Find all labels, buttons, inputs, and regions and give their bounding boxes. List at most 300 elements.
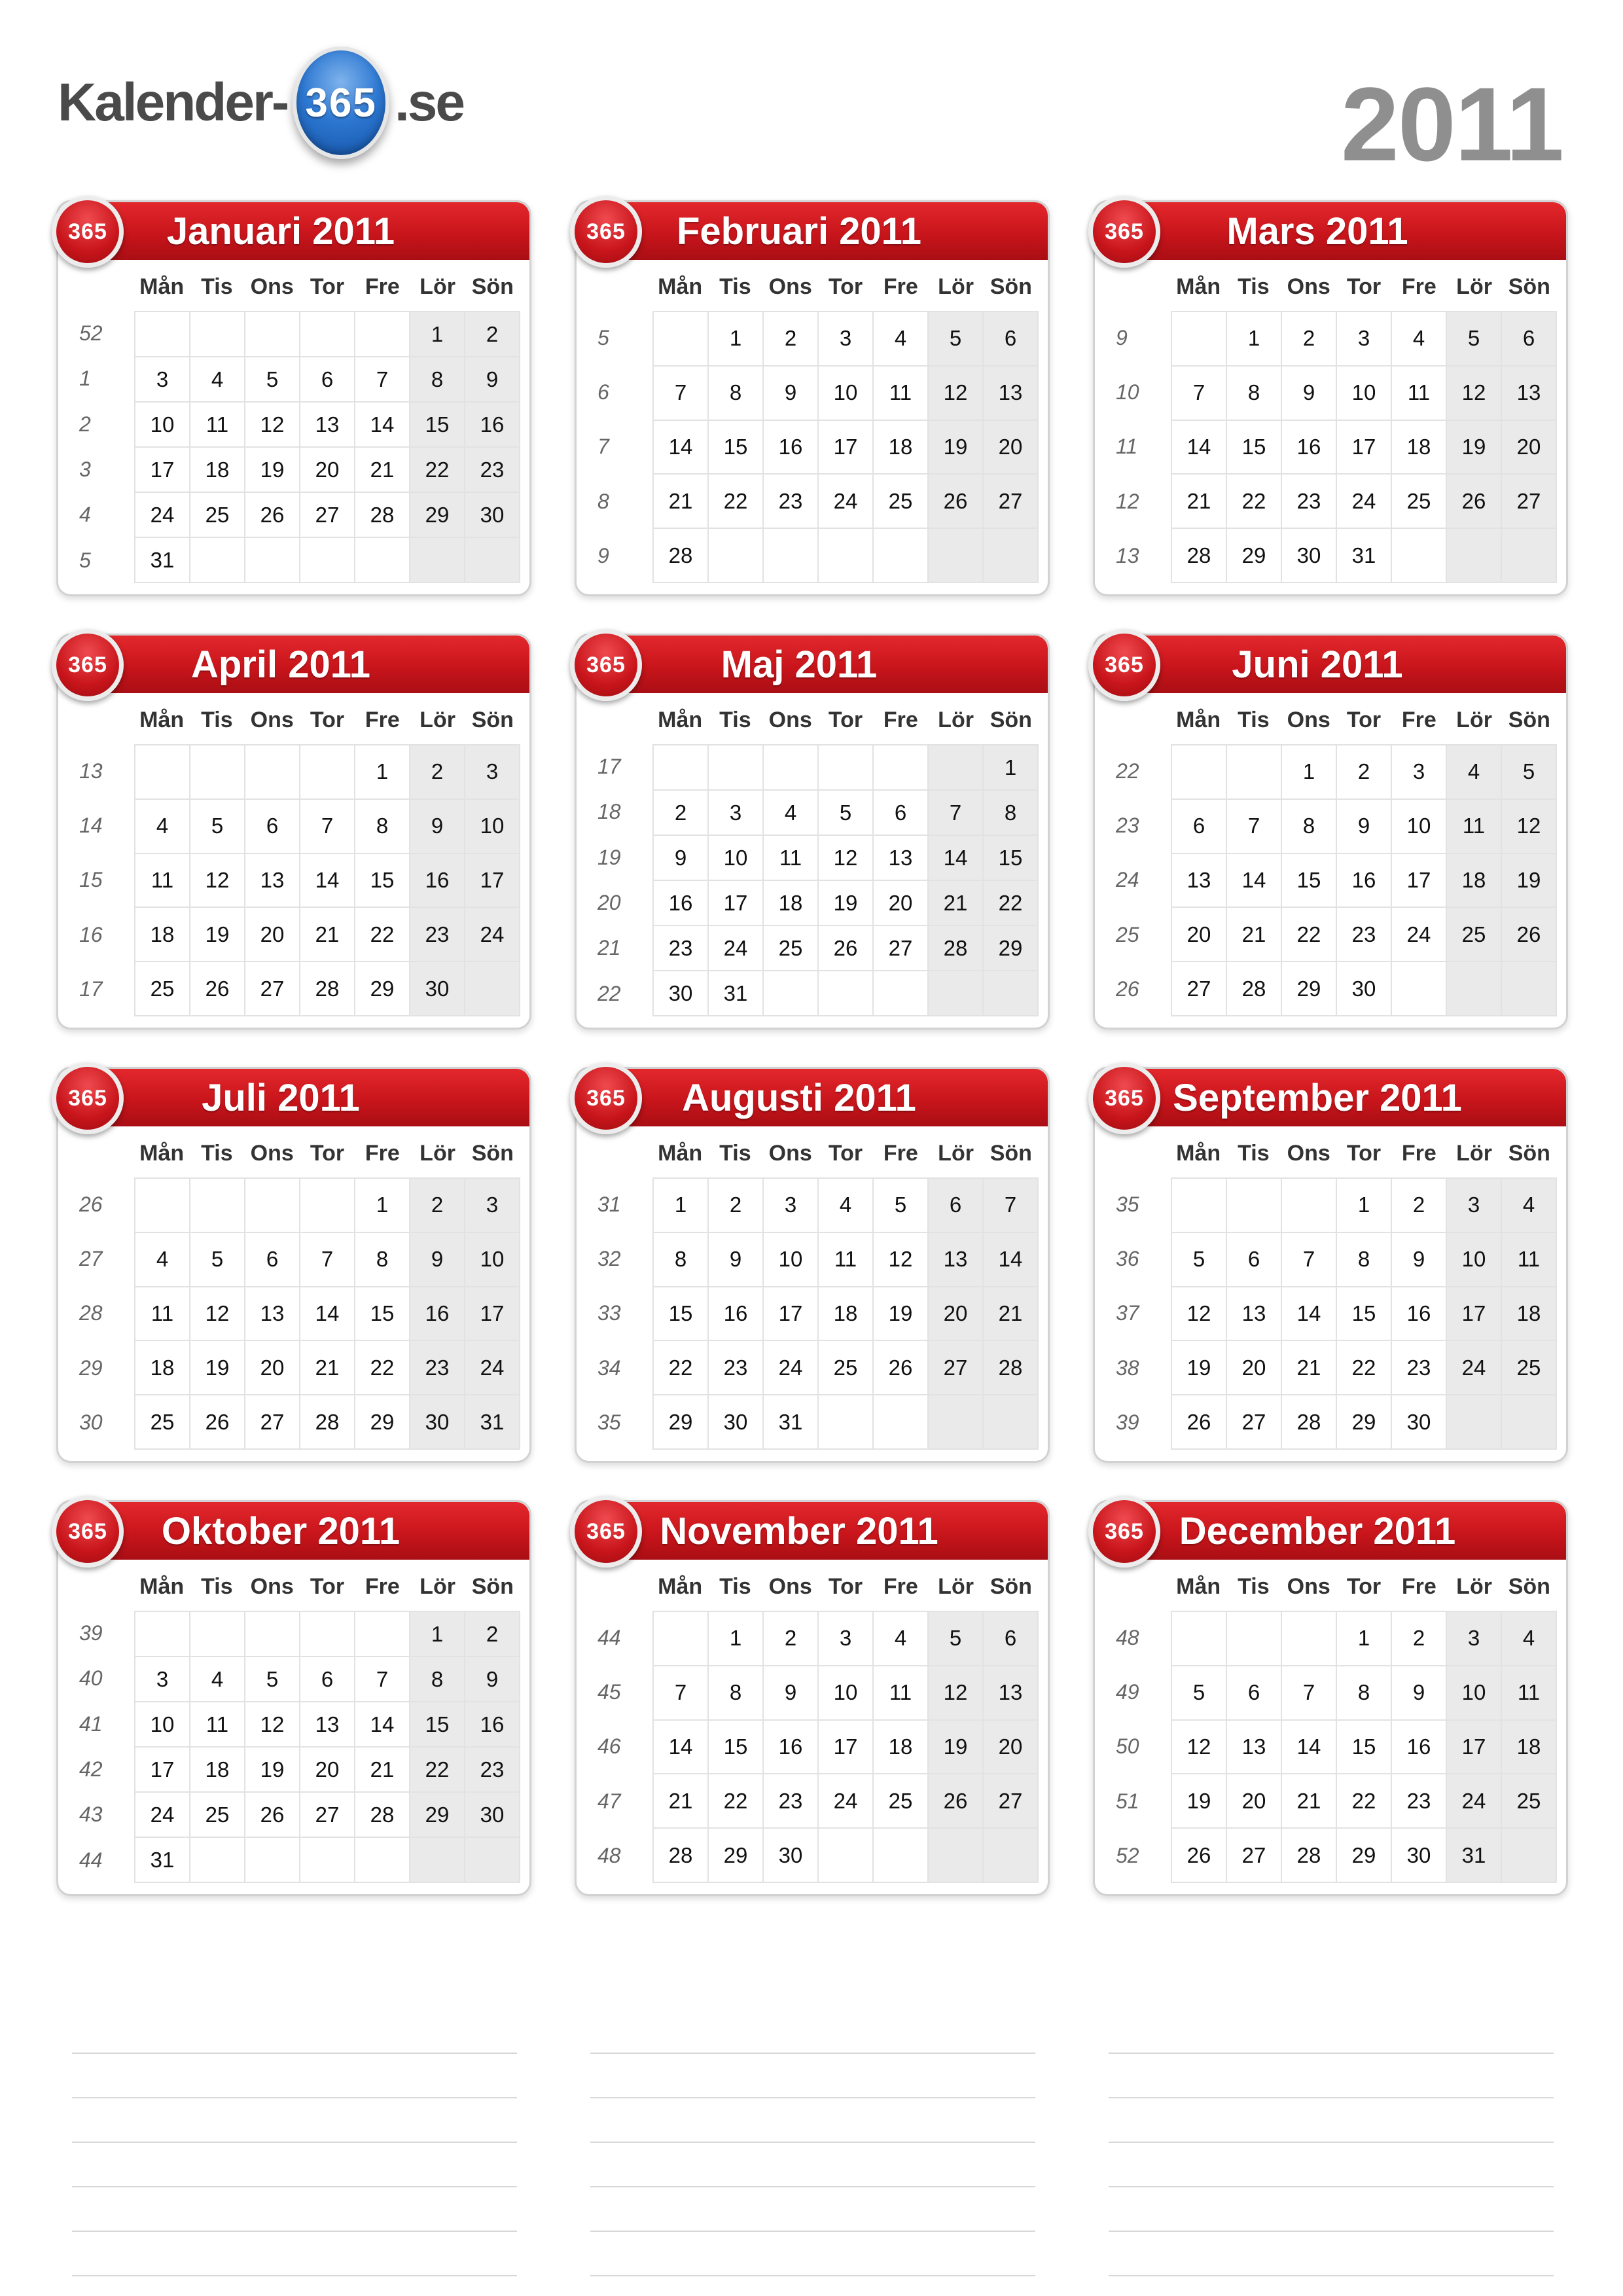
day-cell: 29: [1227, 529, 1282, 583]
day-cell: 1: [355, 745, 410, 800]
badge-label: 365: [68, 1085, 107, 1111]
weekday-label: Ons: [250, 708, 294, 732]
weekday-label: Sön: [471, 1574, 514, 1599]
month-header: [1141, 1069, 1566, 1126]
day-cell: 3: [1392, 745, 1447, 800]
weekday-header: [1171, 274, 1557, 302]
week-number: 43: [79, 1803, 103, 1827]
empty-cell: [245, 1612, 300, 1657]
weekday-label: Tor: [310, 274, 345, 299]
weekday-label: Fre: [1401, 708, 1436, 732]
week-number: 24: [1116, 868, 1139, 892]
day-cell: 27: [984, 475, 1039, 529]
day-cell: 16: [709, 1287, 764, 1342]
day-cell: 23: [465, 448, 520, 493]
empty-cell: [190, 1612, 245, 1657]
weekday-label: Tis: [201, 274, 233, 299]
day-cell: 11: [1502, 1666, 1557, 1721]
day-cell: 7: [654, 367, 709, 421]
empty-cell: [819, 1829, 874, 1883]
day-cell: 30: [764, 1829, 819, 1883]
logo-text-right: .se: [395, 73, 463, 132]
day-cell: 17: [465, 1287, 520, 1342]
note-line: [72, 2098, 517, 2143]
day-cell: 26: [929, 1774, 984, 1829]
day-cell: 19: [1172, 1341, 1227, 1395]
weekday-label: Sön: [1508, 708, 1550, 732]
empty-cell: [819, 971, 874, 1016]
day-cell: 15: [410, 1702, 465, 1748]
week-number: 5: [597, 326, 609, 350]
empty-cell: [135, 312, 190, 357]
day-cell: 30: [709, 1395, 764, 1450]
day-cell: 1: [410, 312, 465, 357]
weekday-label: Lör: [1456, 274, 1492, 299]
day-cell: 5: [929, 312, 984, 367]
weekday-label: Fre: [1401, 1574, 1436, 1599]
week-number: 25: [1116, 922, 1139, 946]
weekday-label: Lör: [1456, 1141, 1492, 1166]
day-cell: 10: [764, 1233, 819, 1287]
day-cell: 13: [245, 854, 300, 908]
day-cell: 13: [929, 1233, 984, 1287]
day-cell: 27: [1227, 1395, 1282, 1450]
day-cell: 16: [1392, 1287, 1447, 1342]
empty-cell: [929, 745, 984, 791]
weekday-label: Ons: [1287, 274, 1330, 299]
day-cell: 8: [984, 791, 1039, 836]
week-number: 19: [597, 845, 621, 869]
day-cell: 2: [654, 791, 709, 836]
week-number: 6: [597, 380, 609, 404]
day-grid: [1171, 311, 1557, 583]
empty-cell: [654, 1612, 709, 1666]
week-number: 3: [79, 457, 91, 482]
day-cell: 17: [1392, 854, 1447, 908]
day-cell: 29: [1282, 962, 1337, 1016]
badge-365-icon: [52, 629, 124, 701]
badge-label: 365: [586, 219, 626, 244]
day-cell: 20: [1227, 1341, 1282, 1395]
empty-cell: [984, 529, 1039, 583]
day-cell: 7: [654, 1666, 709, 1721]
notes-column-1: [72, 2009, 517, 2276]
day-cell: 26: [874, 1341, 929, 1395]
day-cell: 17: [1447, 1287, 1502, 1342]
day-cell: 16: [465, 403, 520, 448]
weekday-label: Lör: [938, 1574, 974, 1599]
weekday-header: [134, 1574, 520, 1602]
weekday-label: Ons: [1287, 1574, 1330, 1599]
day-cell: 3: [135, 357, 190, 403]
day-cell: 11: [1502, 1233, 1557, 1287]
day-cell: 12: [1502, 800, 1557, 854]
week-number: 21: [597, 936, 621, 960]
day-cell: 27: [300, 1793, 355, 1838]
day-cell: 24: [1392, 908, 1447, 962]
badge-label: 365: [68, 1518, 107, 1544]
month-card: [1093, 200, 1568, 596]
badge-label: 365: [586, 652, 626, 677]
day-cell: 25: [764, 926, 819, 971]
weekday-label: Tor: [310, 708, 345, 732]
day-cell: 31: [764, 1395, 819, 1450]
week-numbers: [70, 744, 129, 1016]
day-cell: 8: [709, 367, 764, 421]
month-card: [1093, 1500, 1568, 1896]
day-cell: 17: [819, 1721, 874, 1775]
empty-cell: [654, 312, 709, 367]
day-cell: 6: [300, 1657, 355, 1702]
empty-cell: [1282, 1612, 1337, 1666]
day-cell: 4: [1502, 1179, 1557, 1233]
day-cell: 1: [355, 1179, 410, 1233]
empty-cell: [819, 745, 874, 791]
day-cell: 10: [1392, 800, 1447, 854]
empty-cell: [1392, 962, 1447, 1016]
day-cell: 16: [764, 421, 819, 475]
day-cell: 21: [654, 475, 709, 529]
day-cell: 15: [410, 403, 465, 448]
day-cell: 12: [874, 1233, 929, 1287]
badge-365-icon: [570, 1496, 642, 1568]
note-line: [1109, 2054, 1554, 2098]
day-cell: 14: [300, 854, 355, 908]
week-number: 51: [1116, 1789, 1139, 1813]
weekday-label: Mån: [1176, 1141, 1221, 1166]
week-number: 5: [79, 548, 91, 572]
day-cell: 26: [190, 962, 245, 1016]
day-cell: 12: [1172, 1287, 1227, 1342]
weekday-label: Fre: [365, 708, 400, 732]
day-cell: 25: [135, 1395, 190, 1450]
empty-cell: [654, 745, 709, 791]
empty-cell: [1227, 745, 1282, 800]
empty-cell: [1392, 529, 1447, 583]
day-cell: 20: [300, 1748, 355, 1793]
weekday-label: Lör: [938, 708, 974, 732]
week-number: 26: [79, 1193, 103, 1217]
day-cell: 28: [355, 493, 410, 538]
day-cell: 24: [764, 1341, 819, 1395]
day-cell: 9: [465, 1657, 520, 1702]
weekday-label: Mån: [658, 274, 703, 299]
day-cell: 2: [1337, 745, 1392, 800]
day-cell: 22: [984, 881, 1039, 926]
day-cell: 19: [245, 1748, 300, 1793]
day-cell: 7: [1227, 800, 1282, 854]
day-cell: 11: [135, 854, 190, 908]
day-cell: 10: [1447, 1666, 1502, 1721]
empty-cell: [300, 538, 355, 583]
weekday-label: Ons: [250, 1574, 294, 1599]
note-line: [590, 2143, 1035, 2187]
day-cell: 10: [709, 836, 764, 881]
week-number: 2: [79, 412, 91, 436]
weekday-label: Sön: [471, 708, 514, 732]
day-cell: 19: [1172, 1774, 1227, 1829]
day-cell: 21: [654, 1774, 709, 1829]
day-cell: 9: [410, 1233, 465, 1287]
weekday-label: Tis: [719, 708, 751, 732]
day-cell: 25: [1447, 908, 1502, 962]
weekday-label: Tor: [310, 1574, 345, 1599]
day-cell: 29: [410, 493, 465, 538]
day-cell: 27: [874, 926, 929, 971]
empty-cell: [190, 1179, 245, 1233]
weekday-label: Fre: [1401, 274, 1436, 299]
day-cell: 11: [764, 836, 819, 881]
empty-cell: [1502, 1395, 1557, 1450]
weekday-label: Tor: [828, 1141, 863, 1166]
day-cell: 9: [709, 1233, 764, 1287]
weekday-label: Ons: [1287, 1141, 1330, 1166]
day-cell: 18: [874, 421, 929, 475]
day-cell: 27: [1172, 962, 1227, 1016]
weekday-label: Sön: [990, 1574, 1032, 1599]
day-cell: 1: [709, 1612, 764, 1666]
empty-cell: [245, 1179, 300, 1233]
weekday-label: Sön: [471, 1141, 514, 1166]
day-cell: 17: [135, 1748, 190, 1793]
note-line: [590, 2098, 1035, 2143]
week-number: 8: [597, 489, 609, 513]
day-cell: 25: [874, 1774, 929, 1829]
badge-365-icon: [52, 1062, 124, 1134]
weekday-label: Mån: [658, 1141, 703, 1166]
day-cell: 28: [1227, 962, 1282, 1016]
day-cell: 18: [190, 1748, 245, 1793]
day-cell: 4: [1502, 1612, 1557, 1666]
day-cell: 26: [190, 1395, 245, 1450]
empty-cell: [1447, 1395, 1502, 1450]
day-cell: 4: [135, 800, 190, 854]
day-cell: 12: [245, 1702, 300, 1748]
month-title: November 2011: [660, 1509, 938, 1552]
weekday-header: [1171, 1141, 1557, 1168]
weekday-header: [652, 1574, 1039, 1602]
day-cell: 6: [1227, 1233, 1282, 1287]
empty-cell: [1282, 1179, 1337, 1233]
day-grid: [652, 1177, 1039, 1450]
day-cell: 3: [819, 1612, 874, 1666]
notes-column-2: [590, 2009, 1035, 2276]
week-number: 31: [597, 1193, 621, 1217]
week-number: 38: [1116, 1355, 1139, 1380]
day-cell: 21: [1282, 1341, 1337, 1395]
empty-cell: [764, 529, 819, 583]
day-cell: 8: [709, 1666, 764, 1721]
day-cell: 12: [190, 854, 245, 908]
weekday-label: Tor: [310, 1141, 345, 1166]
week-number: 52: [79, 321, 103, 346]
empty-cell: [245, 745, 300, 800]
weekday-label: Ons: [250, 274, 294, 299]
day-cell: 16: [1337, 854, 1392, 908]
weekday-label: Mån: [658, 708, 703, 732]
day-cell: 13: [1227, 1287, 1282, 1342]
day-cell: 19: [245, 448, 300, 493]
day-cell: 19: [1502, 854, 1557, 908]
day-cell: 19: [929, 421, 984, 475]
day-cell: 15: [984, 836, 1039, 881]
day-cell: 1: [984, 745, 1039, 791]
month-header: [622, 1069, 1048, 1126]
day-cell: 3: [465, 1179, 520, 1233]
day-cell: 23: [465, 1748, 520, 1793]
week-number: 50: [1116, 1734, 1139, 1759]
day-cell: 31: [709, 971, 764, 1016]
day-cell: 11: [874, 1666, 929, 1721]
note-line: [1109, 2187, 1554, 2232]
day-cell: 3: [1337, 312, 1392, 367]
note-line: [590, 2187, 1035, 2232]
day-cell: 21: [929, 881, 984, 926]
day-cell: 28: [300, 1395, 355, 1450]
day-cell: 10: [135, 1702, 190, 1748]
week-number: 42: [79, 1757, 103, 1782]
weekday-label: Tor: [1346, 274, 1382, 299]
day-cell: 13: [1172, 854, 1227, 908]
day-cell: 31: [465, 1395, 520, 1450]
day-cell: 18: [1447, 854, 1502, 908]
day-cell: 24: [465, 1341, 520, 1395]
day-cell: 2: [709, 1179, 764, 1233]
day-cell: 30: [1392, 1395, 1447, 1450]
month-title: Mars 2011: [1226, 209, 1408, 253]
day-cell: 28: [654, 1829, 709, 1883]
day-cell: 29: [709, 1829, 764, 1883]
note-line: [72, 2054, 517, 2098]
month-header: [1141, 1502, 1566, 1560]
month-card: [1093, 634, 1568, 1030]
day-cell: 12: [929, 367, 984, 421]
day-cell: 30: [410, 962, 465, 1016]
weekday-label: Lör: [938, 274, 974, 299]
day-cell: 12: [245, 403, 300, 448]
month-title: December 2011: [1179, 1509, 1456, 1552]
day-cell: 12: [929, 1666, 984, 1721]
day-cell: 24: [1447, 1774, 1502, 1829]
day-cell: 6: [1227, 1666, 1282, 1721]
badge-label: 365: [1105, 652, 1144, 677]
day-cell: 24: [1447, 1341, 1502, 1395]
day-cell: 13: [245, 1287, 300, 1342]
day-cell: 4: [190, 1657, 245, 1702]
empty-cell: [300, 1838, 355, 1883]
day-cell: 20: [1172, 908, 1227, 962]
empty-cell: [764, 745, 819, 791]
badge-365-icon: [1088, 629, 1160, 701]
day-cell: 22: [709, 1774, 764, 1829]
day-cell: 18: [819, 1287, 874, 1342]
day-cell: 14: [1282, 1721, 1337, 1775]
day-cell: 19: [819, 881, 874, 926]
week-number: 46: [597, 1734, 621, 1759]
day-cell: 2: [1282, 312, 1337, 367]
day-cell: 16: [1282, 421, 1337, 475]
empty-cell: [355, 538, 410, 583]
week-numbers: [588, 744, 647, 1016]
weekday-label: Lör: [1456, 708, 1492, 732]
day-cell: 6: [984, 312, 1039, 367]
weekday-label: Tor: [828, 708, 863, 732]
day-cell: 20: [929, 1287, 984, 1342]
day-grid: [134, 744, 520, 1016]
day-cell: 2: [465, 1612, 520, 1657]
day-cell: 14: [300, 1287, 355, 1342]
day-cell: 28: [1282, 1829, 1337, 1883]
day-cell: 14: [1227, 854, 1282, 908]
week-number: 33: [597, 1301, 621, 1325]
day-cell: 26: [929, 475, 984, 529]
badge-365-icon: [570, 1062, 642, 1134]
day-cell: 28: [929, 926, 984, 971]
day-cell: 7: [355, 1657, 410, 1702]
day-cell: 14: [1172, 421, 1227, 475]
day-cell: 20: [984, 1721, 1039, 1775]
day-cell: 16: [764, 1721, 819, 1775]
weekday-label: Ons: [768, 708, 812, 732]
day-cell: 27: [1227, 1829, 1282, 1883]
weekday-label: Lör: [419, 708, 455, 732]
week-numbers: [1107, 311, 1166, 583]
weekday-label: Ons: [768, 274, 812, 299]
empty-cell: [190, 1838, 245, 1883]
day-cell: 29: [355, 962, 410, 1016]
weekday-label: Mån: [139, 274, 185, 299]
day-cell: 6: [245, 1233, 300, 1287]
badge-365-icon: [1088, 1496, 1160, 1568]
day-cell: 6: [1502, 312, 1557, 367]
week-numbers: [70, 1611, 129, 1883]
badge-365-icon: [52, 196, 124, 268]
day-cell: 23: [1392, 1341, 1447, 1395]
note-line: [72, 2232, 517, 2276]
day-cell: 1: [1227, 312, 1282, 367]
empty-cell: [874, 971, 929, 1016]
day-cell: 18: [1502, 1721, 1557, 1775]
day-cell: 4: [1447, 745, 1502, 800]
weekday-header: [1171, 708, 1557, 735]
weekday-label: Tor: [1346, 1141, 1382, 1166]
month-card: [56, 634, 531, 1030]
day-cell: 30: [654, 971, 709, 1016]
day-cell: 26: [1502, 908, 1557, 962]
note-line: [72, 2143, 517, 2187]
day-cell: 18: [764, 881, 819, 926]
week-number: 37: [1116, 1301, 1139, 1325]
day-grid: [134, 311, 520, 583]
day-cell: 8: [355, 1233, 410, 1287]
month-header: [622, 636, 1048, 693]
week-number: 48: [1116, 1626, 1139, 1650]
day-cell: 21: [300, 1341, 355, 1395]
day-cell: 1: [1337, 1612, 1392, 1666]
week-number: 40: [79, 1666, 103, 1691]
day-cell: 21: [355, 448, 410, 493]
day-cell: 11: [1447, 800, 1502, 854]
day-cell: 15: [709, 421, 764, 475]
badge-365-icon: [570, 629, 642, 701]
day-cell: 14: [355, 403, 410, 448]
weekday-label: Tis: [719, 1574, 751, 1599]
day-cell: 2: [764, 1612, 819, 1666]
day-cell: 18: [874, 1721, 929, 1775]
day-cell: 30: [410, 1395, 465, 1450]
day-cell: 24: [1337, 475, 1392, 529]
day-cell: 7: [984, 1179, 1039, 1233]
